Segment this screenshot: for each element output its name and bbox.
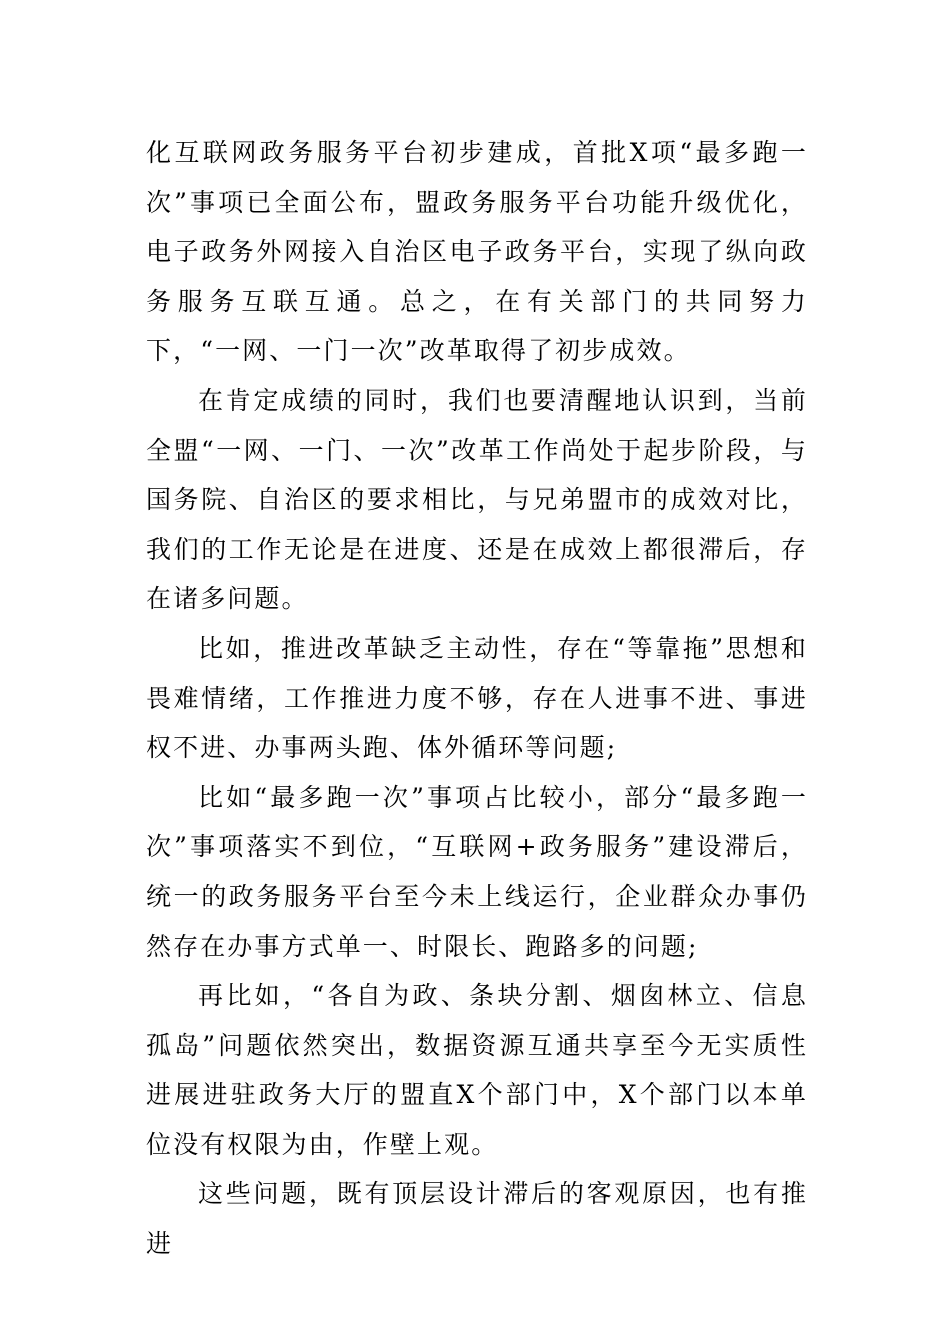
paragraph-achievements-caveat: 在肯定成绩的同时，我们也要清醒地认识到，当前全盟“一网、一门、一次”改革工作尚处于起步阶段，与国务院、自治区的要求相比，与兄弟盟市的成效对比，我们的工作无论是在进度、还是在成效上都很滞后，存在诸多问题。 (146, 385, 808, 614)
paragraph-problem-silos: 再比如，“各自为政、条块分割、烟囱林立、信息孤岛”问题依然突出，数据资源互通共享至今无实质性进展进驻政务大厅的盟直X个部门中，X个部门以本单位没有权限为由，作壁上观。 (146, 981, 808, 1159)
paragraph-problem-initiative: 比如，推进改革缺乏主动性，存在“等靠拖”思想和畏难情绪，工作推进力度不够，存在人进事不进、事进权不进、办事两头跑、体外循环等问题; (146, 633, 808, 763)
paragraph-continued: 化互联网政务服务平台初步建成，首批X项“最多跑一次”事项已全面公布，盟政务服务平台功能升级优化，电子政务外网接入自治区电子政务平台，实现了纵向政务服务互联互通。总之，在有关部门的共同努力下，“一网、一门一次”改革取得了初步成效。 (146, 138, 808, 366)
paragraph-causes: 这些问题，既有顶层设计滞后的客观原因，也有推进 (146, 1179, 808, 1259)
paragraph-problem-one-trip: 比如“最多跑一次”事项占比较小，部分“最多跑一次”事项落实不到位，“互联网+政务服务”建设滞后，统一的政务服务平台至今未上线运行，企业群众办事仍然存在办事方式单一、时限长、跑路多的问题; (146, 782, 808, 961)
document-body (146, 128, 808, 1269)
